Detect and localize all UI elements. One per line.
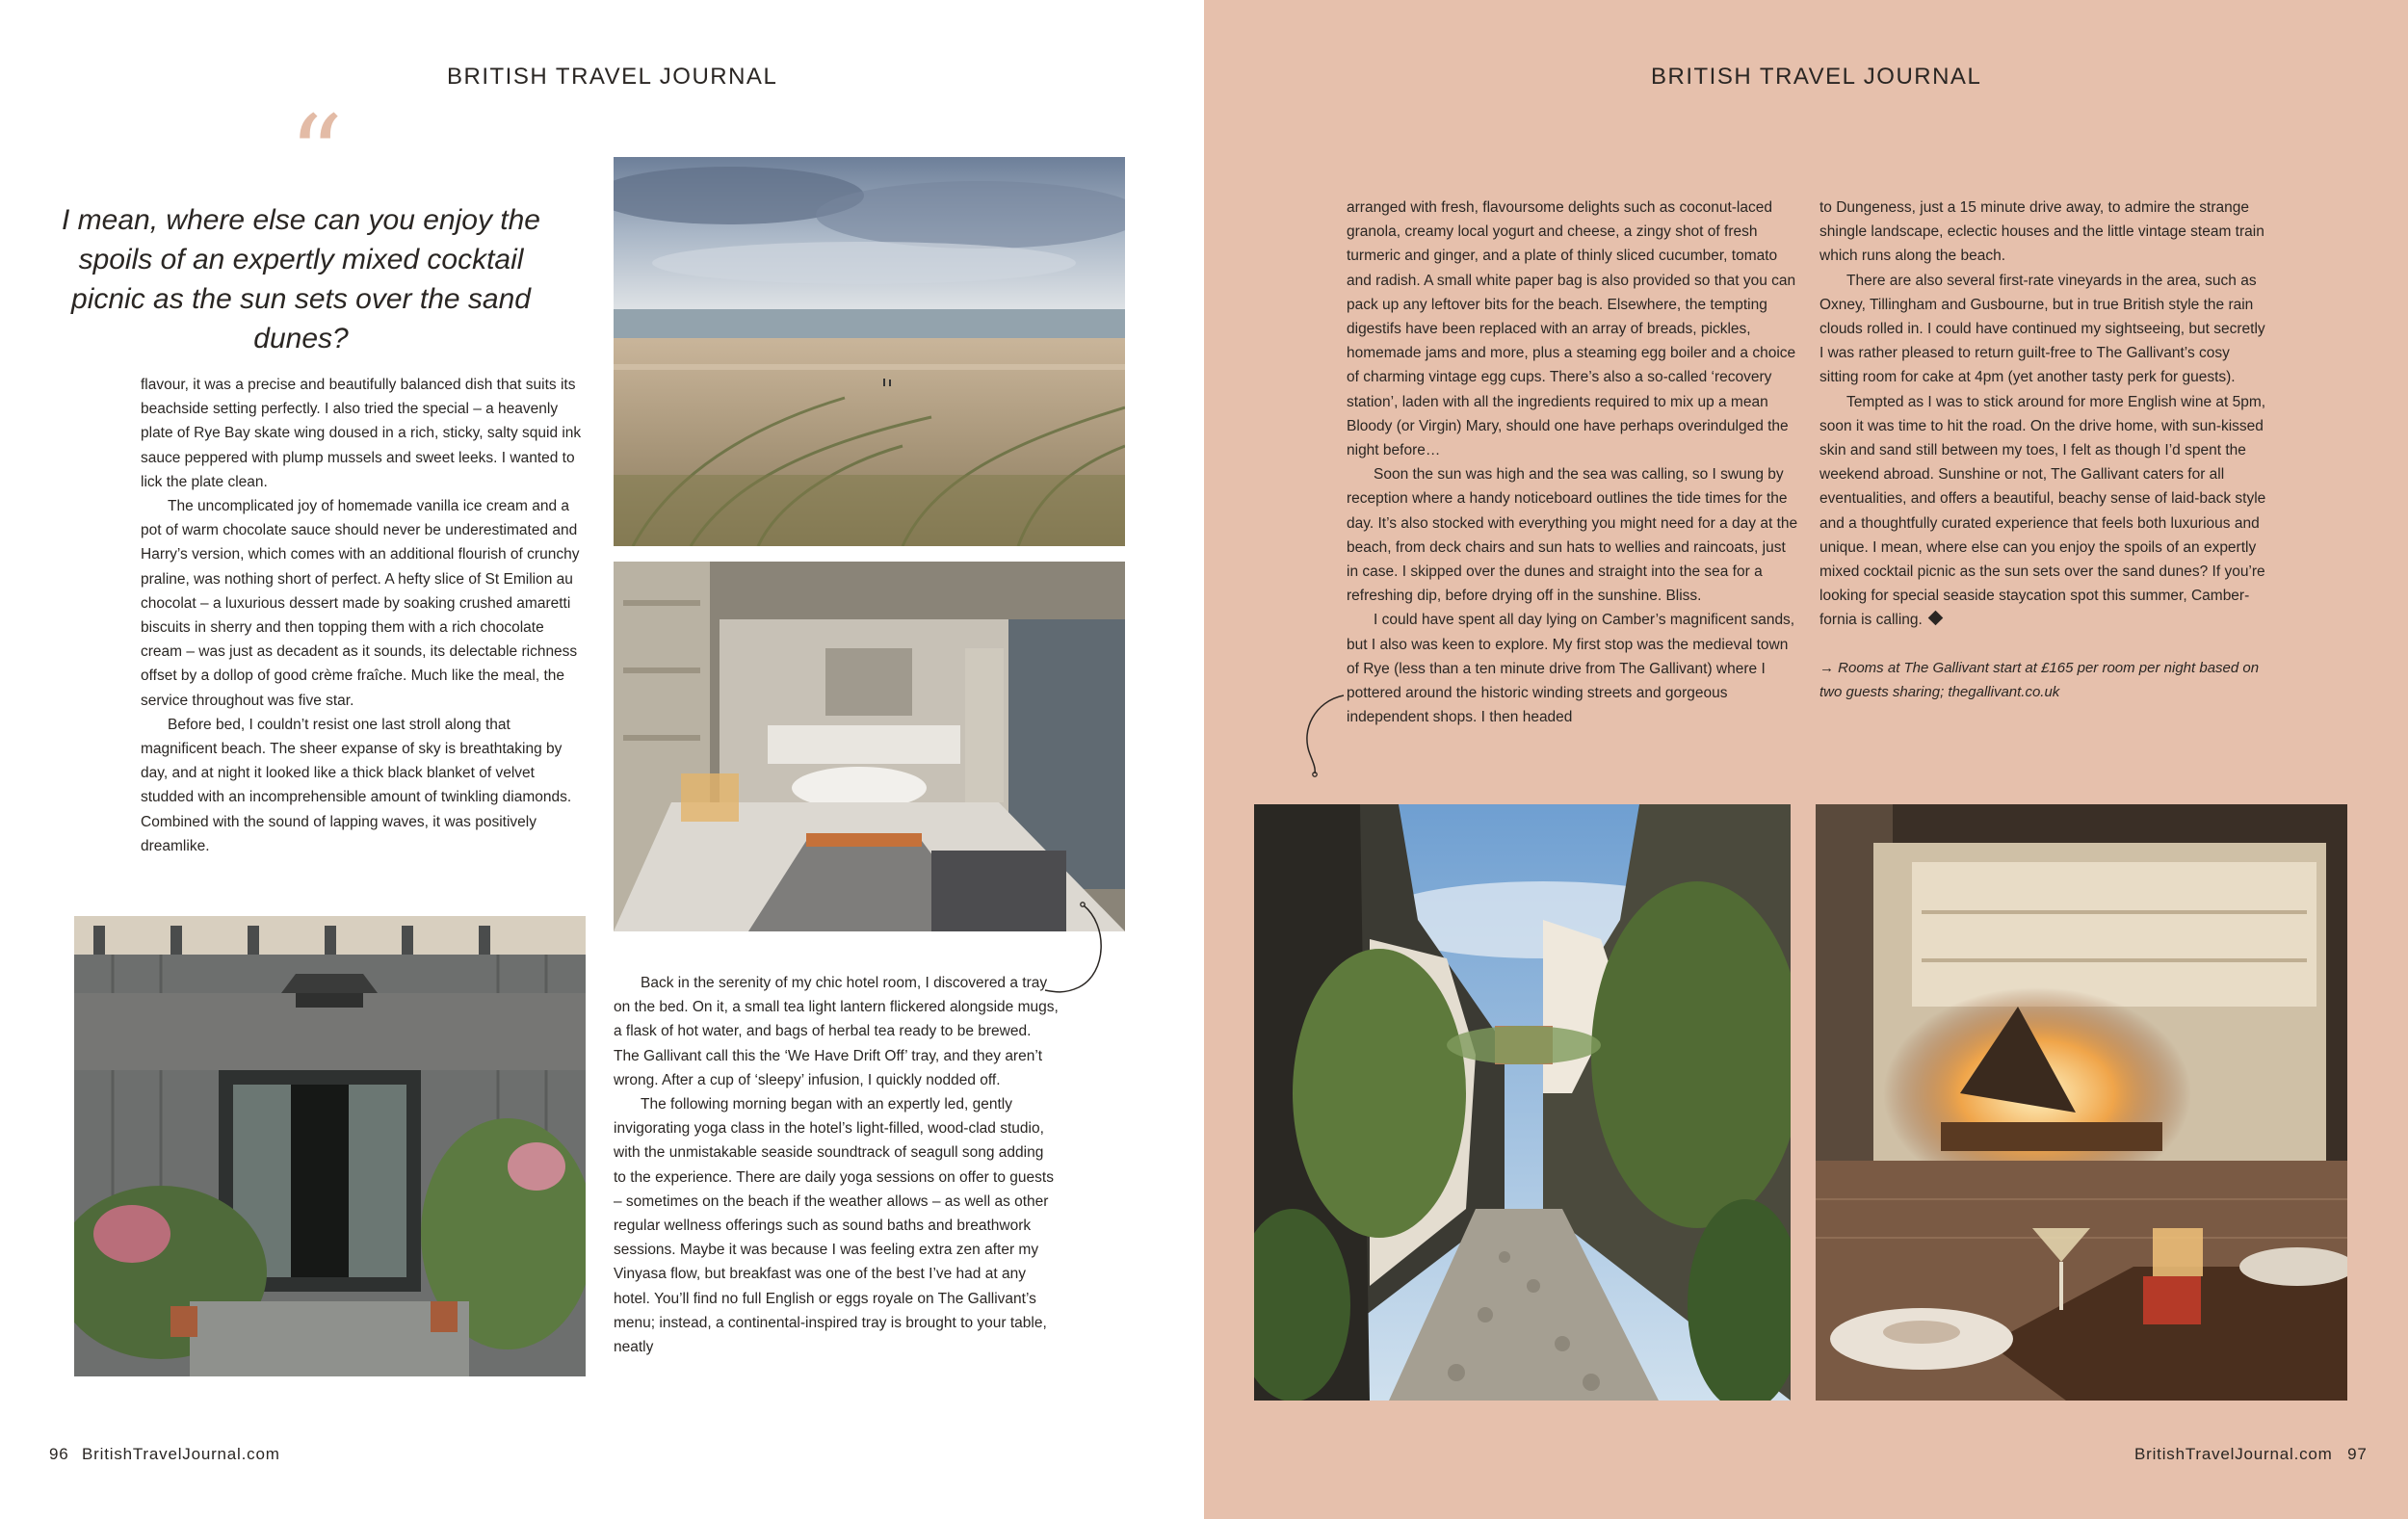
pull-quote-mark: “ (289, 92, 344, 216)
running-head-left: BRITISH TRAVEL JOURNAL (447, 64, 778, 90)
page-number: 96 (49, 1445, 69, 1463)
paragraph: Back in the serenity of my chic hotel room, I discovered a tray on the bed. On it, a small tea light lantern flickered alongside mugs, a flask of hot water, and bags of herbal tea ready to be brewed. The Gallivant call this the ‘We Have Drift Off’ tray, and they aren’t wrong. After a cup of ‘sleepy’ infusion, I quickly nodded off. (614, 975, 1059, 1088)
paragraph: to Dungeness, just a 15 minute drive away, to admire the strange shingle landscape, eclectic houses and the little vintage steam train which runs along the beach. (1819, 199, 2264, 265)
paragraph: The following morning began with an expertly led, gently invigorating yoga class in the hotel’s light-filled, wood-clad studio, with the unmistakable seaside soundtrack of seagull song adding to the experience. There are daily yoga sessions on offer to guests – sometimes on the beach if the weather allows – as well as other regular wellness offerings such as sound baths and breathwork sessions. Maybe it was because I was feeling extra zen after my Vinyasa flow, but breakfast was one of the best I’ve had at any hotel. You’ll find no full English or eggs royale on The Gallivant’s menu; instead, a continental-inspired tray is brought to your table, neatly (614, 1096, 1054, 1356)
decorative-squiggle-icon (1300, 692, 1348, 778)
site-url: BritishTravelJournal.com (2134, 1445, 2333, 1463)
right-page (1204, 0, 2408, 1519)
folio-left (49, 1445, 280, 1464)
left-body-column-1 (141, 373, 584, 858)
garden-studio-photo (74, 916, 586, 1376)
beach-dunes-photo (614, 157, 1125, 546)
left-body-column-2 (614, 971, 1059, 1359)
page-number: 97 (2347, 1445, 2368, 1463)
right-body-column-1 (1347, 196, 1799, 729)
hotel-bedroom-photo (614, 562, 1125, 931)
closing-text: Tempted as I was to stick around for more English wine at 5pm, soon it was time to hit the road. On the drive home, with sun-kissed skin and sand still between my toes, I felt as though I’d spent the weekend abroad. Sunshine or not, The Gallivant caters for all eventualities, and offers a beautiful, beachy sense of laid-back style and a thoughtfully curated experience that feels both luxurious and unique. I mean, where else can you enjoy the spoils of an expertly mixed cocktail picnic as the sun sets over the sand dunes? If you’re looking for special seaside staycation spot this summer, Camber-fornia is calling. (1819, 393, 2266, 629)
fireplace-cocktail-photo (1816, 804, 2347, 1401)
folio-right (2134, 1445, 2368, 1464)
paragraph: There are also several first-rate vineyards in the area, such as Oxney, Tillingham and Gusbourne, but in true British style the rain clouds rolled in. I could have continued my sightseeing, but secretly I was rather pleased to return guilt-free to The Gallivant’s cosy sitting room for cake at 4pm (yet another tasty perk for guests). (1819, 272, 2265, 386)
paragraph: Soon the sun was high and the sea was calling, so I swung by reception where a handy noticeboard outlines the tide times for the day. It’s also stocked with everything you might need for a day at the beach, from deck chairs and sun hats to wellies and raincoats, just in case. I skipped over the dunes and straight into the sea for a refreshing dip, before drying off in the sunshine. Bliss. (1347, 466, 1798, 605)
paragraph (1819, 390, 2272, 633)
rye-cobbled-street-photo (1254, 804, 1791, 1401)
paragraph: arranged with fresh, flavoursome delights such as coconut-laced granola, creamy local yogurt and cheese, a zingy shot of fresh turmeric and ginger, and a plate of thinly sliced cucumber, tomato and radish. A small white paper bag is also provided so that you can pack up any leftover bits for the beach. Elsewhere, the tempting digestifs have been replaced with an array of breads, pickles, homemade jams and more, plus a steaming egg boiler and a choice of charming vintage egg cups. There’s also a so-called ‘recovery station’, laden with all the ingredients required to mix up a mean Bloody (or Virgin) Mary, should one have perhaps overindulged the night before… (1347, 199, 1796, 459)
paragraph: Before bed, I couldn’t resist one last stroll along that magnificent beach. The sheer expanse of sky is breathtaking by day, and at night it looked like a thick black blanket of velvet studded with an incomprehensible amount of twinkling diamonds. Combined with the sound of lapping waves, it was positively dreamlike. (141, 716, 572, 854)
end-mark-icon (1928, 611, 1944, 626)
site-url: BritishTravelJournal.com (82, 1445, 280, 1463)
paragraph: The uncomplicated joy of homemade vanilla ice cream and a pot of warm chocolate sauce should never be underestimated and Harry’s version, which comes with an additional flourish of crunchy praline, was nothing short of perfect. A hefty slice of St Emilion au chocolat – a luxurious dessert made by soaking crushed amaretti biscuits in sherry and then topping them with a rich chocolate cream – was just as decadent as it sounds, its delectable richness offset by a dollop of good crème fraîche. Much like the meal, the service throughout was five star. (141, 498, 580, 709)
pull-quote: I mean, where else can you enjoy the spoils of an expertly mixed cocktail picnic as the sun sets over the sand dunes? (62, 204, 540, 354)
paragraph: flavour, it was a precise and beautifully balanced dish that suits its beachside setting perfectly. I also tried the special – a heavenly plate of Rye Bay skate wing doused in a rich, sticky, salty squid ink sauce peppered with plump mussels and sweet leeks. I wanted to lick the plate clean. (141, 377, 582, 490)
paragraph: I could have spent all day lying on Camber’s magnificent sands, but I also was keen to explore. My first stop was the medieval town of Rye (less than a ten minute drive from The Gallivant) where I pottered around the historic winding streets and gorgeous independent shops. I then headed (1347, 612, 1795, 726)
running-head-right: BRITISH TRAVEL JOURNAL (1651, 64, 1982, 90)
booking-note: → Rooms at The Gallivant start at £165 per room per night based on two guests sharing; thegallivant.co.uk (1819, 659, 2260, 700)
right-body-column-2 (1819, 196, 2272, 704)
